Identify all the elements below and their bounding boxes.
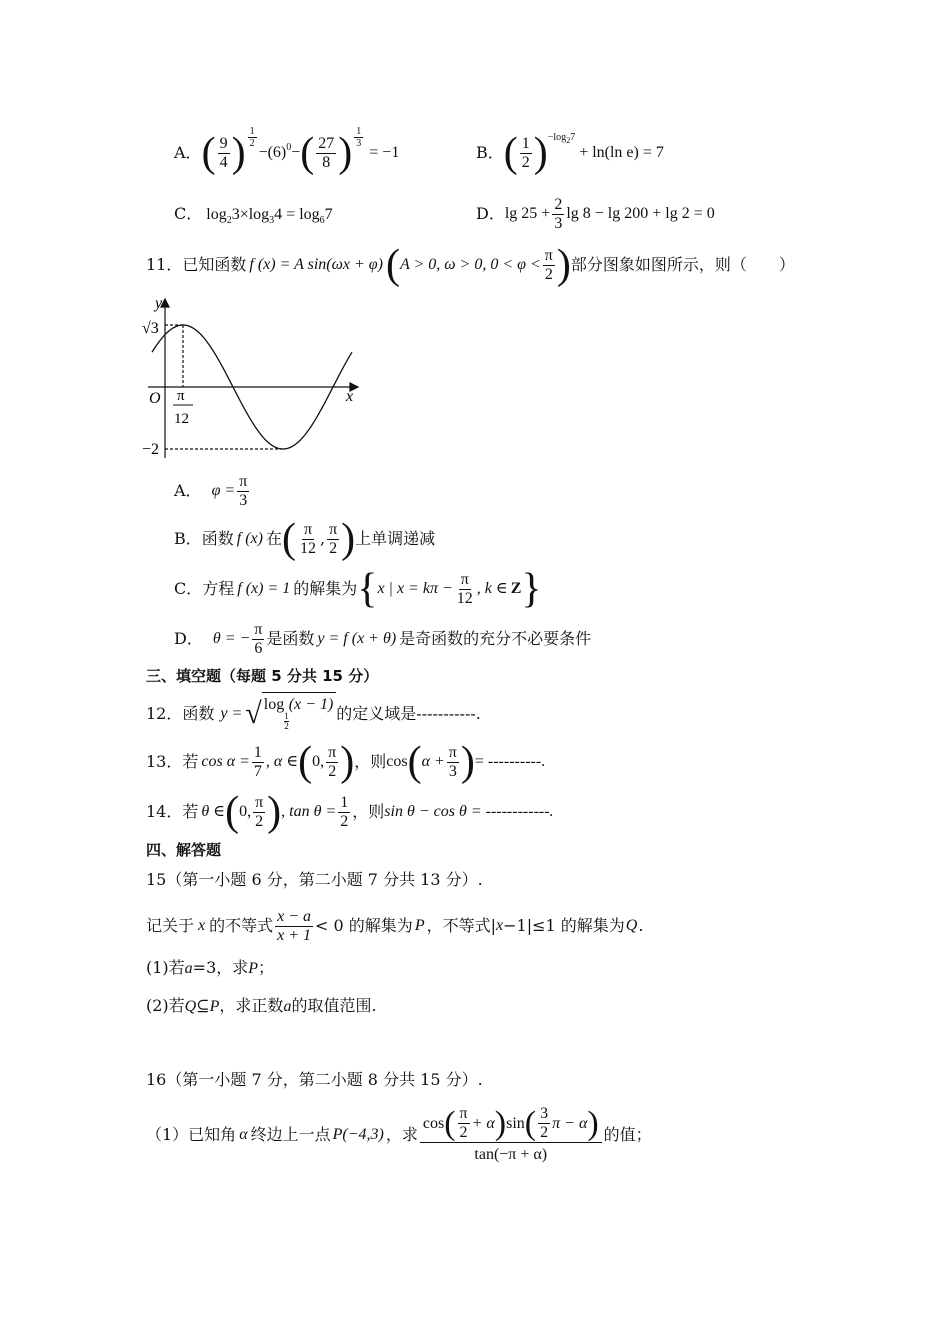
q11-stem: 11． 已知函数 f (x) = A sin(ωx + φ) ( A > 0, ω > 0, 0 < φ < $\frac{\pi}{2}$ ) 部分图象如图所示，则（ ） xyxy=(146,242,795,288)
q10-option-a: A． ( $\frac{9}{4}$ ) $\frac{1}{2}$ −(6) $^0$ − ( $\frac{27}{8}$ ) $\frac{1}{3}$ = −1 xyxy=(174,126,400,176)
q10-option-d: D． lg 25 + $\frac{2}{3}$ lg 8 − lg 200 + lg 2 = 0 xyxy=(476,195,715,232)
q15-stem: 记关于 x 的不等式 $\frac{x - a}{x + 1}$ < 0 的解集为 P ，不等式| x −1|≤1 的解集为 Q . xyxy=(146,907,644,944)
y-axis-arrow xyxy=(161,299,169,307)
twelve-label: 12 xyxy=(174,411,189,427)
q16-heading: 16（第一小题 7 分，第二小题 8 分共 15 分）. xyxy=(146,1070,483,1089)
origin-label: O xyxy=(149,390,161,407)
y-label: y xyxy=(155,295,163,312)
q15-part1: (1)若a=3，求P； xyxy=(146,958,275,977)
q10-option-c: C． $\log_23\times\log_34 = \log_67$ xyxy=(174,204,333,227)
paren: ( xyxy=(201,130,216,176)
neg2-label: −2 xyxy=(142,441,160,458)
option-label: A． xyxy=(174,143,202,162)
q10-option-b: B． ( $\frac{1}{2}$ ) $-\log_27$ + ln(ln e) = 7 xyxy=(476,130,664,176)
q11-option-d: D． θ = − $\frac{\pi}{6}$ 是函数 y = f (x + θ) 是奇函数的充分不必要条件 xyxy=(174,620,592,657)
sine-graph xyxy=(140,293,370,463)
q11-option-b: B． 函数 f (x) 在 ( $\frac{\pi}{12}$ , $\frac{\pi}{2}$ ) 上单调递减 xyxy=(174,516,436,562)
sqrt3-label: √3 xyxy=(142,320,159,337)
q12: 12． 函数 y = √ log $\frac{1}{2}$ (x − 1) 的定义域是-----------. xyxy=(146,694,481,734)
q15-part2: (2)若Q⊆P，求正数a的取值范围. xyxy=(146,996,377,1015)
q11-option-c: C． 方程 f (x) = 1 的解集为 { x | x = kπ − $\frac{\pi}{12}$ , k ∈ Z } xyxy=(174,566,542,612)
big-fraction: cos ( $\frac{\pi}{2}$ + α ) sin ( $\frac{3}{2}$ π − α ) tan(−π + α) xyxy=(420,1105,602,1165)
q13: 13． 若 cos α = $\frac{1}{7}$ , α ∈ ( 0, $\frac{\pi}{2}$ ) ，则 cos ( α + $\frac{\pi}{3}$ ) = ----------. xyxy=(146,739,546,785)
q11-option-a: A． φ = $\frac{\pi}{3}$ xyxy=(174,472,248,509)
section-4-heading: 四、解答题 xyxy=(146,841,222,859)
fraction: $\frac{27}{8}$ xyxy=(318,134,335,171)
fraction: $\frac{9}{4}$ xyxy=(219,134,228,171)
sqrt-sign: √ xyxy=(245,697,262,730)
pi-label: π xyxy=(177,388,185,404)
sqrt-body: log $\frac{1}{2}$ (x − 1) xyxy=(262,692,337,731)
fraction: $\frac{2}{3}$ xyxy=(554,195,563,232)
q15-heading: 15（第一小题 6 分，第二小题 7 分共 13 分）. xyxy=(146,870,483,889)
fraction: $\frac{\pi}{2}$ xyxy=(544,246,553,283)
fraction: $\frac{1}{2}$ xyxy=(521,134,530,171)
exponent: $\frac{1}{2}$ xyxy=(249,126,255,149)
q16-part1: （1）已知角 α 终边上一点 P(−4,3) ，求 cos ( $\frac{\pi}{2}$ + α ) sin ( $\frac{3}{2}$ π − α ) tan(−π + α) 的值； xyxy=(146,1104,652,1163)
x-label: x xyxy=(346,388,354,405)
paren: ) xyxy=(231,130,246,176)
q14: 14． 若 θ ∈ ( 0, $\frac{\pi}{2}$ ) , tan θ = $\frac{1}{2}$ ，则 sin θ − cos θ = ------------. xyxy=(146,789,554,835)
section-3-heading: 三、填空题（每题 5 分共 15 分） xyxy=(146,667,379,685)
exponent: $\frac{1}{3}$ xyxy=(356,126,362,149)
